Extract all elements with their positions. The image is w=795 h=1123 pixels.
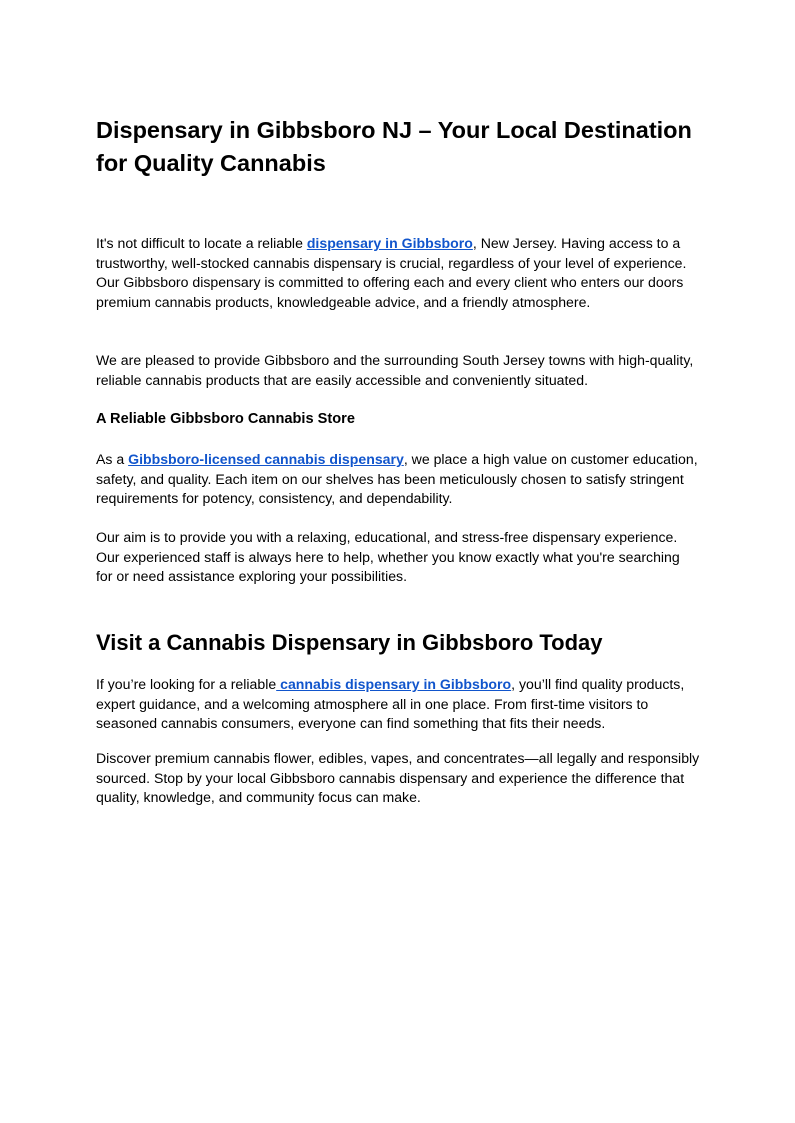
licensed-paragraph	[96, 450, 700, 509]
visit-text-post: , you’ll find quality products, expert guidance, and a welcoming atmosphere all in one place. From first-time visitors to seasoned cannabis consumers, everyone can find something that fits their needs.	[96, 676, 685, 731]
dispensary-link[interactable]: dispensary in Gibbsboro	[306, 235, 473, 251]
intro-text-pre: It's not difficult to locate a reliable	[96, 235, 307, 251]
intro-text-post: , New Jersey. Having access to a trustworthy, well-stocked cannabis dispensary is crucial, regardless of your level of experience. Our Gibbsboro dispensary is committed to offering each and every client who enters our doors premium cannabis products, knowledgeable advice, and a friendly atmosphere.	[96, 235, 687, 310]
licensed-text-post: , we place a high value on customer education, safety, and quality. Each item on our shelves has been meticulously chosen to satisfy stringent requirements for potency, consistency, and dependability.	[96, 451, 698, 506]
discover-paragraph: Discover premium cannabis flower, edibles, vapes, and concentrates—all legally and responsibly sourced. Stop by your local Gibbsboro cannabis dispensary and experience the difference that quality, knowledge, and community focus can make.	[96, 750, 700, 805]
service-paragraph: We are pleased to provide Gibbsboro and the surrounding South Jersey towns with high-quality, reliable cannabis products that are easily accessible and conveniently situated.	[96, 352, 694, 388]
licensed-dispensary-link[interactable]: Gibbsboro-licensed cannabis dispensary	[128, 451, 404, 467]
visit-text-pre: If you’re looking for a reliable	[96, 676, 277, 692]
licensed-text-pre: As a	[96, 451, 129, 467]
aim-paragraph: Our aim is to provide you with a relaxing, educational, and stress-free dispensary experience. Our experienced staff is always here to help, whether you know exactly what you're searching for or need assistance exploring your possibilities.	[96, 529, 680, 584]
section-heading-reliable-store: A Reliable Gibbsboro Cannabis Store	[96, 411, 355, 427]
section-heading-visit: Visit a Cannabis Dispensary in Gibbsboro Today	[96, 630, 603, 655]
intro-paragraph	[96, 234, 700, 312]
cannabis-dispensary-link[interactable]: cannabis dispensary in Gibbsboro	[276, 676, 512, 692]
visit-paragraph	[96, 675, 700, 734]
page-title: Dispensary in Gibbsboro NJ – Your Local Destination for Quality Cannabis	[96, 117, 692, 176]
